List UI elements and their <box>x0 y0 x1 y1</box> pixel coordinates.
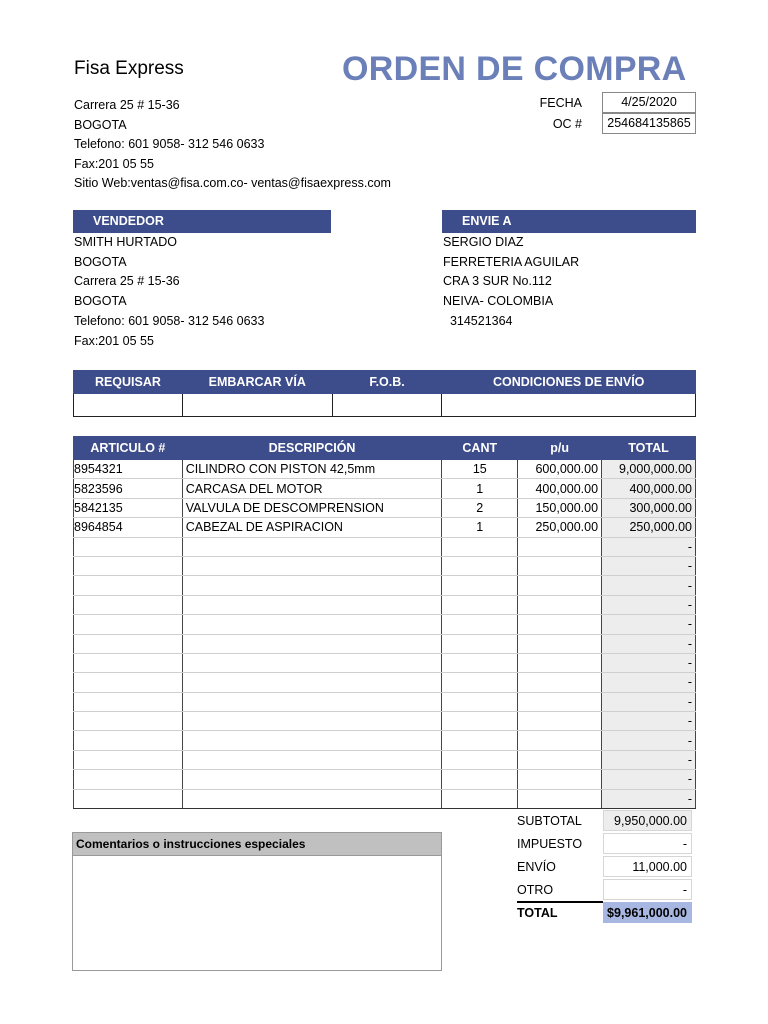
cant-cell[interactable] <box>442 750 518 769</box>
pu-cell[interactable] <box>518 556 602 575</box>
items-body <box>74 460 696 809</box>
pu-cell[interactable]: 600,000.00 <box>518 460 602 479</box>
total-cell: 300,000.00 <box>602 498 696 517</box>
articulo-cell[interactable] <box>74 537 183 556</box>
ship-to-details <box>443 233 579 332</box>
cant-cell[interactable] <box>442 615 518 634</box>
pu-cell[interactable] <box>518 789 602 808</box>
condiciones-envio-field[interactable] <box>442 394 696 417</box>
total-cell: - <box>602 653 696 672</box>
pu-cell[interactable] <box>518 712 602 731</box>
total-cell: - <box>602 595 696 614</box>
condiciones-envio-header: CONDICIONES DE ENVÍO <box>442 371 696 394</box>
articulo-cell[interactable]: 8964854 <box>74 518 183 537</box>
ship-to-line: NEIVA- COLOMBIA <box>443 294 554 309</box>
company-address <box>74 96 391 194</box>
pu-cell[interactable] <box>518 673 602 692</box>
descripcion-cell[interactable]: VALVULA DE DESCOMPRENSION <box>182 498 442 517</box>
otro-field[interactable]: - <box>603 879 692 900</box>
table-row <box>74 750 696 769</box>
pu-cell[interactable] <box>518 537 602 556</box>
table-row <box>74 634 696 653</box>
articulo-cell[interactable] <box>74 634 183 653</box>
cant-cell[interactable] <box>442 634 518 653</box>
articulo-cell[interactable] <box>74 770 183 789</box>
cant-cell[interactable] <box>442 537 518 556</box>
grand-total-value: $9,961,000.00 <box>603 902 692 923</box>
descripcion-cell[interactable] <box>182 595 442 614</box>
cant-cell[interactable] <box>442 556 518 575</box>
ship-to-line: CRA 3 SUR No.112 <box>443 274 552 289</box>
embarcar-via-field[interactable] <box>182 394 332 417</box>
cant-header: CANT <box>442 437 518 460</box>
pu-cell[interactable] <box>518 615 602 634</box>
articulo-cell[interactable] <box>74 692 183 711</box>
table-row <box>74 673 696 692</box>
company-name: Fisa Express <box>74 58 184 79</box>
total-header: TOTAL <box>602 437 696 460</box>
table-row <box>74 479 696 498</box>
otro-label: OTRO <box>517 882 554 897</box>
total-cell: - <box>602 692 696 711</box>
total-cell: 400,000.00 <box>602 479 696 498</box>
descripcion-cell[interactable] <box>182 770 442 789</box>
descripcion-cell[interactable] <box>182 731 442 750</box>
subtotal-value: 9,950,000.00 <box>603 810 692 831</box>
order-meta <box>520 92 696 134</box>
pu-cell[interactable] <box>518 692 602 711</box>
table-row <box>74 576 696 595</box>
table-row <box>74 770 696 789</box>
table-row <box>74 789 696 808</box>
requisar-header: REQUISAR <box>74 371 183 394</box>
company-fax: Fax:201 05 55 <box>74 156 154 171</box>
descripcion-cell[interactable] <box>182 556 442 575</box>
total-cell: - <box>602 634 696 653</box>
ship-to-phone: 314521364 <box>443 313 513 328</box>
total-cell: - <box>602 576 696 595</box>
articulo-cell[interactable] <box>74 653 183 672</box>
cant-cell[interactable] <box>442 770 518 789</box>
descripcion-cell[interactable] <box>182 692 442 711</box>
total-cell: - <box>602 537 696 556</box>
oc-field[interactable]: 254684135865 <box>602 113 696 134</box>
table-row <box>74 712 696 731</box>
cant-cell[interactable] <box>442 692 518 711</box>
descripcion-cell[interactable] <box>182 673 442 692</box>
descripcion-cell[interactable]: CILINDRO CON PISTON 42,5mm <box>182 460 442 479</box>
vendor-fax: Fax:201 05 55 <box>74 333 154 348</box>
articulo-cell[interactable] <box>74 556 183 575</box>
total-cell: - <box>602 731 696 750</box>
table-row <box>74 731 696 750</box>
company-website: Sitio Web:ventas@fisa.com.co- ventas@fisaexpress.com <box>74 176 391 190</box>
total-cell: 9,000,000.00 <box>602 460 696 479</box>
pu-header: p/u <box>518 437 602 460</box>
articulo-cell[interactable] <box>74 750 183 769</box>
requisar-field[interactable] <box>74 394 183 417</box>
cant-cell[interactable] <box>442 789 518 808</box>
total-cell: - <box>602 673 696 692</box>
pu-cell[interactable] <box>518 595 602 614</box>
vendor-line: BOGOTA <box>74 254 127 269</box>
impuesto-field[interactable]: - <box>603 833 692 854</box>
envio-field[interactable]: 11,000.00 <box>603 856 692 877</box>
pu-cell[interactable] <box>518 653 602 672</box>
comments-box <box>72 832 442 971</box>
document-title: ORDEN DE COMPRA <box>342 50 687 88</box>
fecha-field[interactable]: 4/25/2020 <box>602 92 696 113</box>
table-row <box>74 556 696 575</box>
total-cell: - <box>602 556 696 575</box>
vendor-name: SMITH HURTADO <box>74 235 178 249</box>
pu-cell[interactable]: 250,000.00 <box>518 518 602 537</box>
totals-block <box>517 809 692 924</box>
impuesto-label: IMPUESTO <box>517 836 583 851</box>
oc-label: OC # <box>552 116 582 131</box>
company-phone: Telefono: 601 9058- 312 546 0633 <box>74 137 265 151</box>
descripcion-cell[interactable] <box>182 789 442 808</box>
articulo-header: ARTICULO # <box>74 437 183 460</box>
table-row <box>74 498 696 517</box>
articulo-cell[interactable]: 5842135 <box>74 498 183 517</box>
embarcar-via-header: EMBARCAR VÍA <box>182 371 332 394</box>
descripcion-cell[interactable] <box>182 712 442 731</box>
fecha-label: FECHA <box>539 95 582 110</box>
vendor-details <box>74 233 264 351</box>
cant-cell[interactable]: 1 <box>442 479 518 498</box>
total-cell: - <box>602 770 696 789</box>
total-cell: - <box>602 750 696 769</box>
articulo-cell[interactable] <box>74 595 183 614</box>
articulo-cell[interactable]: 8954321 <box>74 460 183 479</box>
total-cell: 250,000.00 <box>602 518 696 537</box>
cant-cell[interactable] <box>442 576 518 595</box>
pu-cell[interactable] <box>518 731 602 750</box>
company-address-line: Carrera 25 # 15-36 <box>74 98 180 112</box>
articulo-cell[interactable]: 5823596 <box>74 479 183 498</box>
shipping-table <box>73 370 696 417</box>
pu-cell[interactable] <box>518 750 602 769</box>
vendor-header: VENDEDOR <box>73 210 331 233</box>
vendor-phone: Telefono: 601 9058- 312 546 0633 <box>74 313 265 328</box>
company-address-line: BOGOTA <box>74 117 127 132</box>
ship-to-header: ENVIE A <box>442 210 696 233</box>
total-cell: - <box>602 712 696 731</box>
ship-to-line: FERRETERIA AGUILAR <box>443 254 580 269</box>
cant-cell[interactable]: 15 <box>442 460 518 479</box>
cant-cell[interactable] <box>442 595 518 614</box>
articulo-cell[interactable] <box>74 673 183 692</box>
cant-cell[interactable] <box>442 731 518 750</box>
articulo-cell[interactable] <box>74 789 183 808</box>
articulo-cell[interactable] <box>74 576 183 595</box>
subtotal-label: SUBTOTAL <box>517 813 582 828</box>
descripcion-header: DESCRIPCIÓN <box>182 437 442 460</box>
articulo-cell[interactable] <box>74 731 183 750</box>
table-row <box>74 692 696 711</box>
articulo-cell[interactable] <box>74 615 183 634</box>
cant-cell[interactable]: 1 <box>442 518 518 537</box>
descripcion-cell[interactable] <box>182 615 442 634</box>
vendor-line: BOGOTA <box>74 294 127 309</box>
ship-to-name: SERGIO DIAZ <box>443 235 524 249</box>
cant-cell[interactable] <box>442 653 518 672</box>
cant-cell[interactable] <box>442 673 518 692</box>
cant-cell[interactable]: 2 <box>442 498 518 517</box>
table-row <box>74 653 696 672</box>
descripcion-cell[interactable] <box>182 634 442 653</box>
pu-cell[interactable] <box>518 634 602 653</box>
cant-cell[interactable] <box>442 712 518 731</box>
table-row <box>74 537 696 556</box>
descripcion-cell[interactable] <box>182 750 442 769</box>
fob-header: F.O.B. <box>332 371 442 394</box>
comments-header: Comentarios o instrucciones especiales <box>73 833 441 856</box>
pu-cell[interactable] <box>518 770 602 789</box>
vendor-line: Carrera 25 # 15-36 <box>74 274 180 289</box>
table-row <box>74 460 696 479</box>
grand-total-label: TOTAL <box>517 901 603 924</box>
table-row <box>74 518 696 537</box>
descripcion-cell[interactable] <box>182 537 442 556</box>
descripcion-cell[interactable] <box>182 653 442 672</box>
descripcion-cell[interactable] <box>182 576 442 595</box>
pu-cell[interactable]: 400,000.00 <box>518 479 602 498</box>
table-row <box>74 615 696 634</box>
descripcion-cell[interactable]: CABEZAL DE ASPIRACION <box>182 518 442 537</box>
pu-cell[interactable]: 150,000.00 <box>518 498 602 517</box>
descripcion-cell[interactable]: CARCASA DEL MOTOR <box>182 479 442 498</box>
comments-textarea[interactable] <box>73 856 441 971</box>
envio-label: ENVÍO <box>517 859 556 874</box>
pu-cell[interactable] <box>518 576 602 595</box>
items-table <box>73 436 696 809</box>
table-row <box>74 595 696 614</box>
articulo-cell[interactable] <box>74 712 183 731</box>
total-cell: - <box>602 615 696 634</box>
total-cell: - <box>602 789 696 808</box>
fob-field[interactable] <box>332 394 442 417</box>
